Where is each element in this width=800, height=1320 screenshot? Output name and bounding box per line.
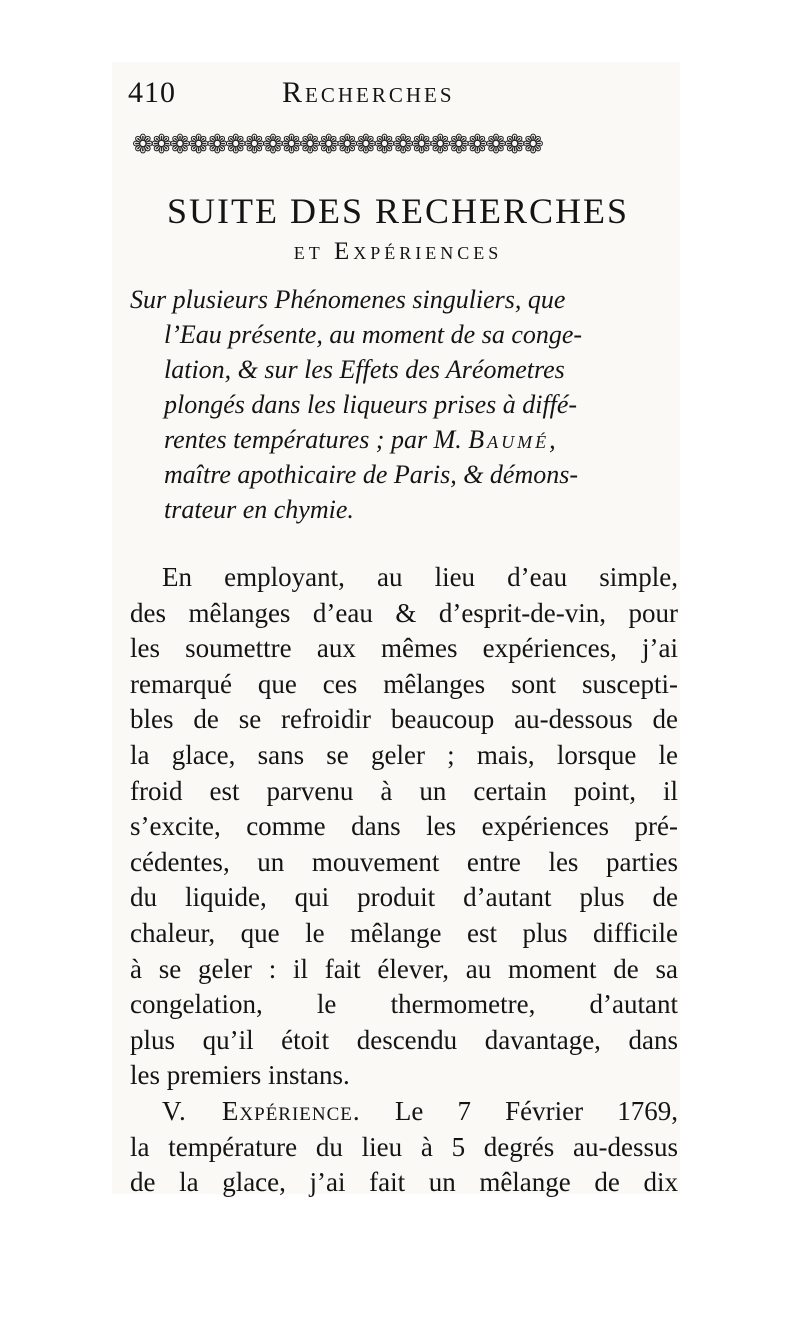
body-line: bles de se refroidir beaucoup au-dessous de bbox=[130, 704, 678, 735]
body-line: plus qu’il étoit descendu davantage, dans bbox=[130, 1024, 678, 1055]
intro-line: l’Eau présente, au moment de sa conge- bbox=[164, 320, 583, 349]
body-line: chaleur, que le mêlange est plus difficile bbox=[130, 917, 678, 948]
body-line: s’excite, comme dans les expériences pré- bbox=[130, 811, 678, 842]
intro-line-text: rentes températures ; par M. bbox=[164, 425, 462, 454]
intro-line: maître apothicaire de Paris, & démons- bbox=[164, 460, 579, 489]
author-comma: , bbox=[549, 425, 556, 454]
intro-line: Sur plusieurs Phénomenes singuliers, que bbox=[130, 285, 566, 314]
body-line: congelation, le thermometre, d’autant bbox=[130, 989, 678, 1020]
body-line: de la glace, j’ai fait un mêlange de dix bbox=[130, 1167, 678, 1198]
body-line: froid est parvenu à un certain point, il bbox=[130, 775, 678, 806]
body-paragraph bbox=[130, 560, 678, 1201]
body-line: du liquide, qui produit d’autant plus de bbox=[130, 882, 678, 913]
subtitle-text: et Expériences bbox=[293, 238, 503, 265]
section-title: SUITE DES RECHERCHES bbox=[166, 191, 630, 231]
body-line: la glace, sans se geler ; mais, lorsque le bbox=[130, 739, 678, 770]
author-name: Baumé bbox=[468, 425, 550, 454]
body-line: à se geler : il fait élever, au moment de sa bbox=[130, 953, 678, 984]
running-title: Recherches bbox=[282, 76, 455, 109]
body-line: la température du lieu à 5 degrés au-dessus bbox=[130, 1131, 678, 1162]
intro-line: lation, & sur les Effets des Aréometres bbox=[164, 355, 565, 384]
section-subtitle bbox=[128, 238, 668, 266]
experiment-line-text: Le 7 Février 1769, bbox=[394, 1095, 678, 1126]
body-line: En employant, au lieu d’eau simple, bbox=[162, 562, 678, 592]
running-head bbox=[128, 76, 668, 116]
intro-line-author bbox=[130, 422, 680, 457]
body-line: les premiers instans. bbox=[130, 1060, 350, 1091]
experiment-heading: V. Expérience. bbox=[162, 1095, 361, 1126]
body-line: les soumettre aux mêmes expériences, j’ai bbox=[130, 633, 678, 664]
body-line: cédentes, un mouvement entre les parties bbox=[130, 846, 678, 877]
ornament-band: ❁❁❁❁❁❁❁❁❁❁❁❁❁❁❁❁❁❁❁❁❁❁ bbox=[132, 130, 541, 160]
intro-line: plongés dans les liqueurs prises à diffé- bbox=[164, 390, 578, 419]
intro-paragraph bbox=[130, 282, 680, 527]
body-line: des mêlanges d’eau & d’esprit-de-vin, pour bbox=[130, 597, 678, 628]
intro-line: trateur en chymie. bbox=[164, 495, 354, 524]
body-line: remarqué que ces mêlanges sont suscepti- bbox=[130, 668, 678, 699]
experiment-line bbox=[130, 1094, 678, 1130]
page-number: 410 bbox=[128, 76, 176, 109]
